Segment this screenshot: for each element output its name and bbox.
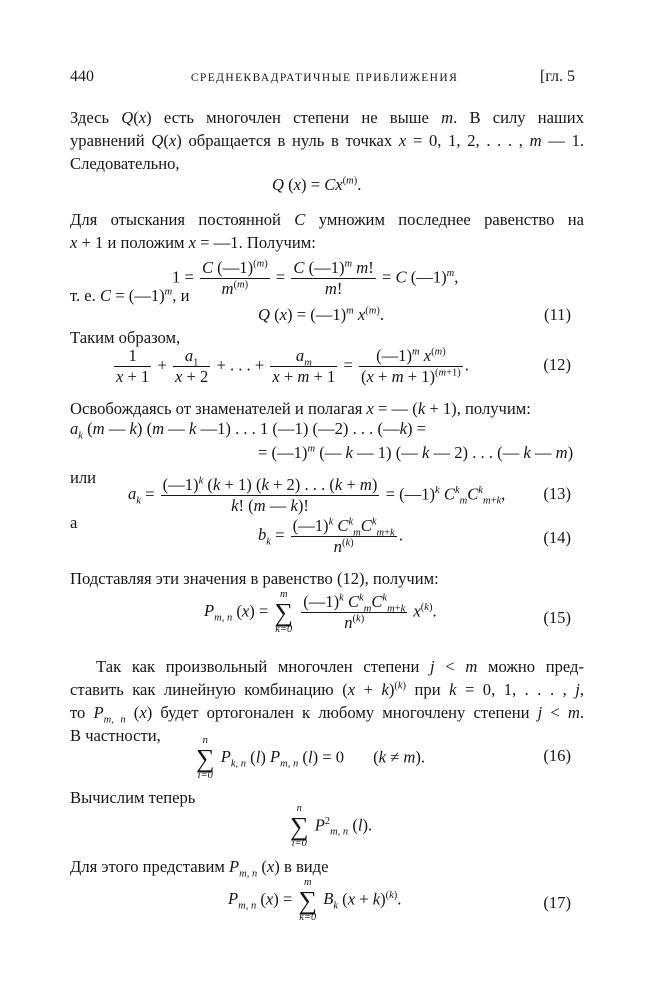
paragraph-3-line-2: ставить как линейную комбинацию $(x + k)^{(k)}$ при k = 0, 1, . . . , j,: [70, 680, 584, 699]
paragraph-2-line-2: x + 1 и положим x = —1. Получим:: [70, 233, 316, 252]
paragraph-1: Здесь Q(x) есть многочлен степени не выше m. В силу наших: [70, 108, 584, 127]
equation-number-17: (17): [543, 893, 571, 912]
te-line: т. е. C = (—1)$^m$, и: [70, 286, 190, 305]
substituting-line: Подставляя эти значения в равенство (12), получим:: [70, 569, 439, 588]
equation-15: $P_{m, n}$ (x) = m ∑ k=0 $\frac{(—1)^k C^k_mC^k_{m+k}}{n^{(k)}}$ $x^{(k)}$.: [204, 589, 437, 635]
equation-number-14: (14): [543, 528, 571, 547]
expansion-line-1: $a_k$ (m — k) (m — k —1) . . . 1 (—1) (—2) . . . (—k) =: [70, 419, 427, 442]
chapter-label: [гл. 5: [539, 68, 575, 85]
expansion-line-2: = (—1)$^m$ (— k — 1) (— k — 2) . . . (— k — m): [258, 443, 574, 462]
equation-constant: 1 = $\frac{C (—1)^{(m)}}{m^{(m)}}$ = $\frac{C (—1)^m m!}{m!}$ = C (—1)$^m$,: [172, 258, 459, 298]
compute-line: Вычислим теперь: [70, 788, 196, 807]
equation-q-cx: Q $(x) = Cx^{(m)}$.: [272, 175, 362, 194]
represent-line: Для этого представим $P_{m, n}$ (x) в виде: [70, 857, 329, 880]
paragraph-3: Так как произвольный многочлен степени j < m можно пред-: [96, 657, 584, 676]
paragraph-1-line-2: уравнений Q(x) обращается в нуль в точках x = 0, 1, 2, . . . , m — 1.: [70, 131, 585, 150]
equation-13: $a_k$ = $\frac{(—1)^k (k + 1) (k + 2) . . . (k + m)}{k! (m — k)!}$ = (—1)$^k$ $C^k_mC^k_{m+k}$,: [128, 475, 506, 515]
equation-number-16: (16): [543, 746, 571, 765]
paragraph-2: Для отыскания постоянной C умножим последнее равенство на: [70, 210, 584, 229]
paragraph-3-line-3: то $P_{m, n}$ (x) будет ортогонален к любому многочлену степени j < m.: [70, 703, 584, 726]
or-line: или: [70, 468, 97, 487]
equation-14: $b_k$ = $\frac{(—1)^k C^k_mC^k_{m+k}}{n^{(k)}}$ .: [258, 516, 403, 556]
paragraph-3-line-4: В частности,: [70, 726, 161, 745]
equation-number-13: (13): [543, 484, 571, 503]
equation-number-15: (15): [543, 608, 571, 627]
equation-number-12: (12): [543, 355, 571, 374]
freeing-line: Освобождаясь от знаменателей и полагая x = — (k + 1), получим:: [70, 399, 531, 418]
running-title: СРЕДНЕКВАДРАТИЧНЫЕ ПРИБЛИЖЕНИЯ: [190, 72, 459, 84]
equation-11: Q (x) = (—1)$^m$ $x^{(m)}$.: [258, 305, 385, 324]
equation-number-11: (11): [543, 305, 571, 324]
equation-17: $P_{m, n}$ (x) = m ∑ k=0 $B_k$ $(x + k)^{(k)}$.: [228, 877, 402, 923]
paragraph-1-line-3: Следовательно,: [70, 154, 180, 173]
page-number: 440: [70, 68, 94, 85]
sum-of-squares: n ∑ i=0 $P^2_{m, n}$ (l).: [290, 803, 373, 849]
thus-line: Таким образом,: [70, 328, 181, 347]
equation-12: $\frac{1}{x + 1}$ + $\frac{a_1}{x + 2}$ + . . . + $\frac{a_m}{x + m + 1}$ = $\frac{(—1)^m x^{(m)}}{(x + m + 1)^{(m+1)}}$ .: [116, 346, 469, 386]
equation-16: n ∑ i=0 $P_{k, n}$ (l) $P_{m, n}$ (l) = 0 (k ≠ m).: [196, 735, 426, 781]
a-line: а: [70, 513, 78, 532]
